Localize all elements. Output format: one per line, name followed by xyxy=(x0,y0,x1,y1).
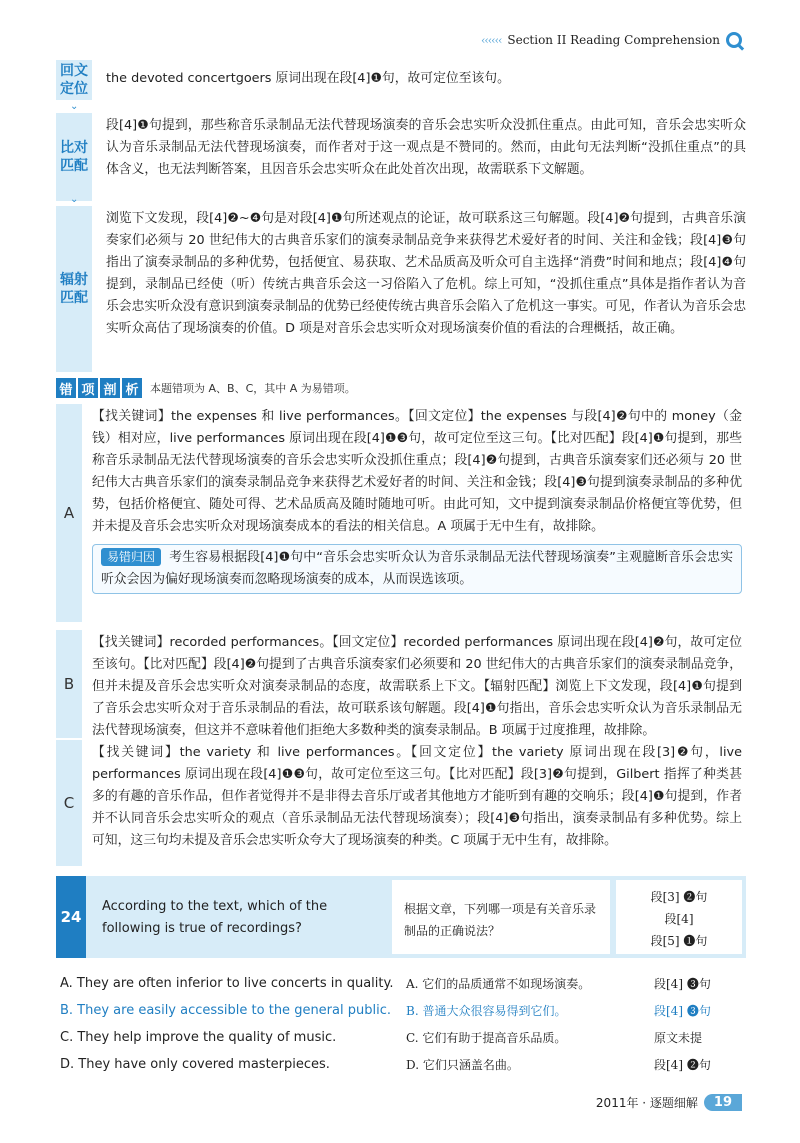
section-title: Section II Reading Comprehension xyxy=(507,33,720,47)
error-analysis-note: 本题错项为 A、B、C，其中 A 为易错项。 xyxy=(150,382,356,395)
text-bidui: 段[4]❶句提到，那些称音乐录制品无法代替现场演奏的音乐会忠实听众没抓住重点。由此可知，音乐会忠实听众认为音乐录制品无法代替现场演奏，而作者对于这一观点是不赞同的。然而，由此句无法判断“没抓住重点”的具体含义，也无法判断答案，且因音乐会忠实听众在此处首次出现，故需联系下文解题。 xyxy=(106,118,746,177)
answer-row-b: B. They are easily accessible to the general public. B. 普通大众很容易得到它们。 段[4] ❸句 xyxy=(60,1003,711,1018)
mislead-tag: 易错归因 xyxy=(101,548,161,566)
error-analysis-title: 错 项 剖 析 xyxy=(56,378,142,398)
search-icon xyxy=(726,32,742,48)
question-english: According to the text, which of the following is true of recordings? xyxy=(102,899,328,936)
question-locations: 段[3] ❷句 段[4] 段[5] ❶句 xyxy=(616,880,742,954)
tag-huiwen: 回文定位 xyxy=(56,60,92,100)
page-number: 19 xyxy=(704,1094,742,1111)
block-fushe xyxy=(56,206,746,372)
page-footer xyxy=(596,1094,742,1111)
mislead-text: 考生容易根据段[4]❶句中“音乐会忠实听众认为音乐录制品无法代替现场演奏”主观臆断音乐会忠实听众会因为偏好现场演奏而忽略现场演奏的成本，从而误选该项。 xyxy=(101,550,733,587)
arrows-decoration: ‹‹‹‹‹‹ xyxy=(480,33,502,47)
block-huiwen xyxy=(56,60,746,100)
answer-row-c: C. They help improve the quality of music. C. 它们有助于提高音乐品质。 原文未提 xyxy=(60,1030,703,1045)
text-huiwen: the devoted concertgoers 原词出现在段[4]❶句，故可定位至该句。 xyxy=(106,71,510,86)
option-letter: B xyxy=(56,630,82,738)
question-24-box xyxy=(56,876,746,958)
chevron-down-icon: ⌄ xyxy=(70,194,79,205)
text-fushe: 浏览下文发现，段[4]❷~❹句是对段[4]❶句所述观点的论证，故可联系这三句解题。段[4]❷句提到，古典音乐演奏家们必须与 20 世纪伟大的古典音乐家们的演奏录制品竞争来获得艺术爱好者的时间、关注和金钱；段[4]❸句指出了演奏录制品的多种优势，包括便宜、易获取、艺术品质高及听众可自主选择“消费”时间和地点；段[4]❹句提到，录制品已经使（听）传统古典音乐会这一习俗陷入了危机。综上可知，“没抓住重点”具体是指作者认为音乐会忠实听众没有意识到演奏录制品的优势已经使传统古典音乐会陷入了危机这一事实。可见，作者认为音乐会忠实听众高估了现场演奏的价值。D 项是对音乐会忠实听众对现场演奏价值的看法的合理概括，故正确。 xyxy=(106,211,746,336)
option-letter: C xyxy=(56,740,82,866)
answer-options xyxy=(60,970,750,1078)
error-analysis-header xyxy=(56,378,356,398)
block-bidui xyxy=(56,113,746,201)
mislead-box xyxy=(92,544,742,594)
page-header xyxy=(481,32,742,48)
chevron-down-icon: ⌄ xyxy=(70,101,79,112)
question-number: 24 xyxy=(56,876,86,958)
option-c-text: 【找关键词】the variety 和 live performances。【回文定位】the variety 原词出现在段[3]❷句，live performances 原词出现在段[4]❶❸句，故可定位至这三句。【比对匹配】段[3]❷句提到，Gilbert 指挥了种类甚多的有趣的音乐作品，但作者觉得并不是非得去音乐厅或者其他地方才能听到有趣的交响乐；段[4]❶句提到，作者并不认同音乐会忠实听众的观点（音乐录制品无法代替现场演奏）；段[4]❸句指出，演奏录制品有多种优势。综上可知，这三句均未提及音乐会忠实听众夸大了现场演奏的种类。C 项属于无中生有，故排除。 xyxy=(92,745,742,848)
answer-row-d: D. They have only covered masterpieces. D. 它们只涵盖名曲。 段[4] ❷句 xyxy=(60,1057,711,1072)
option-letter: A xyxy=(56,404,82,622)
option-b-analysis xyxy=(56,630,746,738)
answer-row-a: A. They are often inferior to live concerts in quality. A. 它们的品质通常不如现场演奏。 段[4] ❸句 xyxy=(60,976,711,991)
option-a-text: 【找关键词】the expenses 和 live performances。【回文定位】the expenses 与段[4]❷句中的 money（金钱）相对应，live performances 原词出现在段[4]❶❸句，故可定位至这三句。【比对匹配】段[4]❶句提到，那些称音乐录制品无法代替现场演奏的音乐会忠实听众没抓住重点；段[4]❷句提到，古典音乐演奏家们还必须与 20 世纪伟大古典音乐家们的演奏录制品竞争来获得艺术爱好者的时间、关注和金钱；段[4]❸句提到演奏录制品的多种优势，包括价格便宜、随处可得、艺术品质高及随时随地可听。由此可知，文中提到演奏录制品价格便宜等优势，但并未提及音乐会忠实听众对现场演奏成本的看法的相关信息。A 项属于无中生有，故排除。 xyxy=(92,409,742,534)
option-c-analysis xyxy=(56,740,746,866)
option-b-text: 【找关键词】recorded performances。【回文定位】recorded performances 原词出现在段[4]❷句，故可定位至该句。【比对匹配】段[4]❷句提到了古典音乐演奏家们必须要和 20 世纪伟大的古典音乐家们的演奏录制品竞争，但并未提及音乐会忠实听众对演奏录制品的态度，故需联系上下文。【辐射匹配】浏览上下文发现，段[4]❶句提到了音乐会忠实听众对于音乐录制品的看法，故可联系该句解题。段[4]❶句指出，音乐会忠实听众认为音乐录制品无法代替现场演奏，但这并不意味着他们拒绝大多数种类的演奏录制品。B 项属于过度推理，故排除。 xyxy=(92,635,742,738)
tag-bidui: 比对匹配 xyxy=(56,113,92,201)
tag-fushe: 辐射匹配 xyxy=(56,206,92,372)
footer-label: 2011年 · 逐题细解 xyxy=(595,1096,698,1110)
option-a-analysis xyxy=(56,404,746,622)
question-chinese: 根据文章，下列哪一项是有关音乐录制品的正确说法？ xyxy=(392,880,610,954)
